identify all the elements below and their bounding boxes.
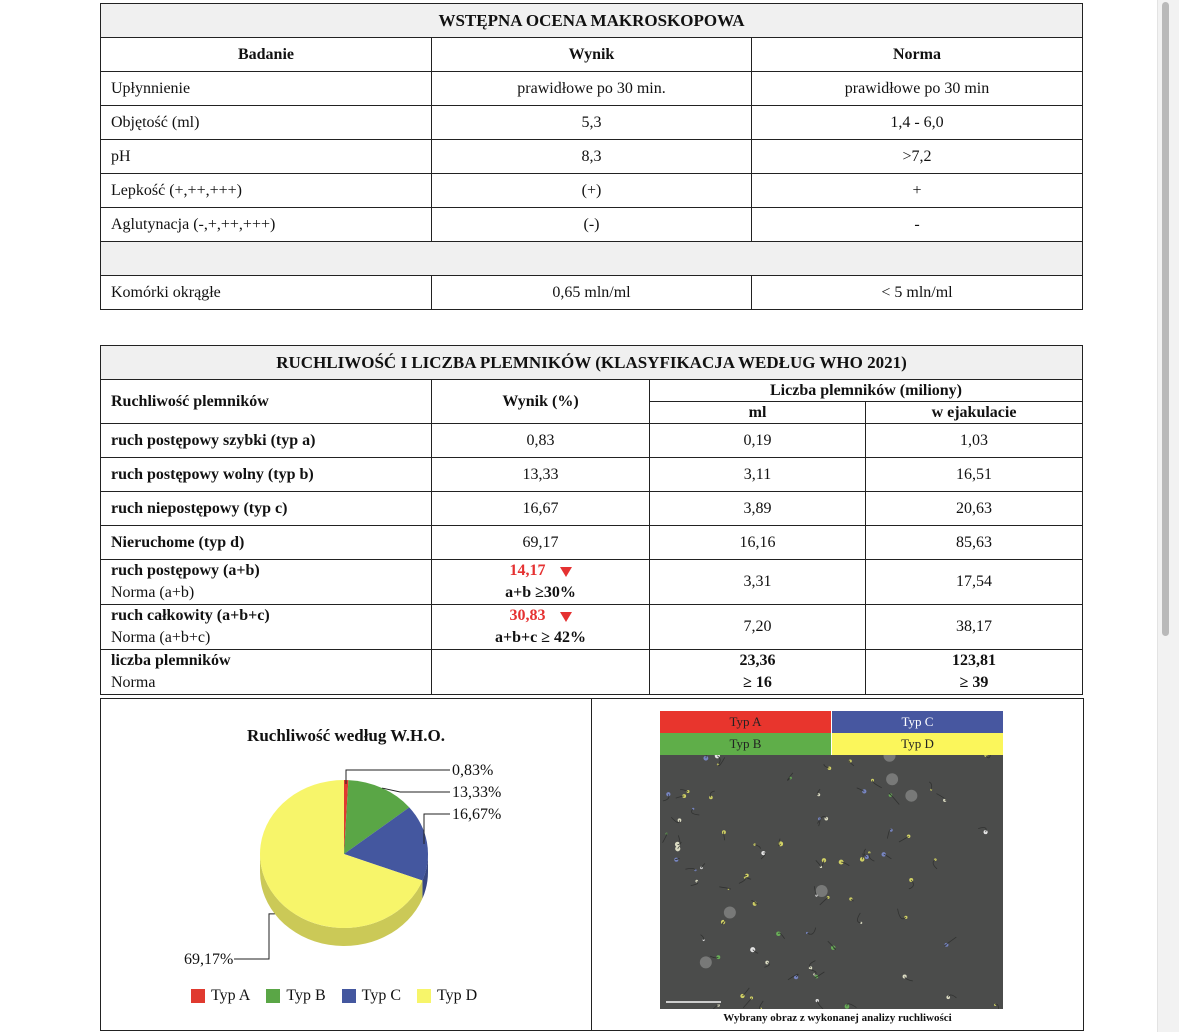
row-label: ruch postępowy szybki (typ a) — [101, 424, 432, 458]
row-ejac: 16,51 — [866, 458, 1083, 492]
sperm-cell — [709, 796, 713, 800]
image-caption: Wybrany obraz z wykonanej analizy ruchliwości — [723, 1012, 952, 1024]
data-label: 0,83% — [452, 762, 494, 779]
sperm-tail — [857, 913, 861, 923]
legend-item-typ-c — [342, 987, 401, 1005]
table-row — [101, 492, 1083, 526]
leader-line — [382, 788, 450, 792]
total-norm: a+b+c ≥ 42% — [494, 629, 586, 646]
row-norm: + — [752, 174, 1083, 208]
count-label: liczba plemników — [111, 652, 231, 670]
table-row — [101, 174, 1083, 208]
row-result: (-) — [432, 208, 752, 242]
blank-row — [101, 242, 1083, 276]
row-label: Objętość (ml) — [101, 106, 432, 140]
row-pct: 69,17 — [432, 526, 650, 560]
sperm-cell — [828, 766, 832, 770]
legend-label: Typ C — [361, 987, 401, 1004]
progressive-label: ruch postępowy (a+b) — [111, 562, 260, 580]
progressive-ejac: 17,54 — [866, 560, 1083, 605]
row-norm: prawidłowe po 30 min — [752, 72, 1083, 106]
legend-label: Typ B — [286, 987, 326, 1004]
row-result: 8,3 — [432, 140, 752, 174]
sperm-tracks-image — [660, 755, 1003, 1009]
total-ejac: 38,17 — [866, 605, 1083, 650]
legend-swatch — [342, 989, 356, 1003]
sperm-tail — [743, 998, 751, 1008]
row-label: pH — [101, 140, 432, 174]
sperm-cell — [862, 789, 866, 793]
sperm-tail — [755, 845, 761, 849]
table-row-total — [101, 605, 1083, 650]
table-row — [101, 72, 1083, 106]
sperm-tail — [884, 854, 892, 859]
row-ejac: 1,03 — [866, 424, 1083, 458]
progressive-norm: a+b ≥30% — [505, 584, 576, 601]
sperm-tail — [933, 860, 937, 869]
document-scrollbar[interactable] — [1157, 0, 1179, 1032]
total-pct: 30,83 — [509, 607, 546, 625]
sperm-tail — [929, 782, 931, 790]
row-norm: < 5 mln/ml — [752, 276, 1083, 310]
microscope-image-panel — [591, 698, 1084, 1031]
row-label: Lepkość (+,++,+++) — [101, 174, 432, 208]
progressive-norm-label: Norma (a+b) — [111, 584, 195, 601]
chart-legend — [191, 987, 477, 1005]
row-label: Upłynnienie — [101, 72, 432, 106]
motility-title: RUCHLIWOŚĆ I LICZBA PLEMNIKÓW (KLASYFIKACJA WEDŁUG WHO 2021) — [101, 346, 1083, 380]
table-row — [101, 458, 1083, 492]
macro-title: WSTĘPNA OCENA MAKROSKOPOWA — [101, 4, 1083, 38]
macroscopic-table — [100, 3, 1083, 310]
bright-cell-glow — [700, 956, 712, 968]
data-label: 69,17% — [184, 951, 234, 968]
row-pct: 13,33 — [432, 458, 650, 492]
bright-cell-glow — [886, 773, 898, 785]
count-ml-norm: ≥ 16 — [743, 674, 772, 691]
row-result: (+) — [432, 174, 752, 208]
microscope-image — [660, 755, 1003, 1009]
row-ml: 3,11 — [650, 458, 866, 492]
motility-table — [100, 345, 1083, 695]
header-count: Liczba plemników (miliony) — [650, 380, 1083, 402]
count-ml: 23,36 — [739, 652, 776, 670]
legend-swatch — [417, 989, 431, 1003]
sperm-tail — [719, 887, 730, 889]
sperm-tail — [899, 836, 909, 842]
sperm-cell — [716, 955, 720, 959]
bright-cell-glow — [905, 790, 917, 802]
count-norm-label: Norma — [111, 674, 156, 691]
sperm-tail — [820, 897, 828, 905]
sperm-tail — [869, 853, 874, 861]
legend-item-typ-b — [266, 987, 325, 1005]
legend-swatch — [266, 989, 280, 1003]
sperm-tail — [701, 863, 705, 867]
row-result: 5,3 — [432, 106, 752, 140]
table-row-count — [101, 650, 1083, 695]
sperm-tail — [995, 1004, 998, 1009]
scrollbar-thumb[interactable] — [1162, 2, 1169, 636]
pie-chart — [101, 699, 591, 979]
bright-cell-glow — [884, 755, 896, 762]
sperm-tail — [872, 780, 881, 787]
header-badanie: Badanie — [101, 38, 432, 72]
sperm-tail — [710, 791, 714, 797]
table-row — [101, 526, 1083, 560]
total-label: ruch całkowity (a+b+c) — [111, 607, 270, 625]
sperm-tail — [807, 928, 816, 935]
data-label: 16,67% — [452, 806, 502, 823]
row-ml: 16,16 — [650, 526, 866, 560]
image-type-legend — [660, 711, 1003, 755]
sperm-tail — [712, 1005, 719, 1009]
pie-chart-panel — [100, 698, 592, 1031]
progressive-pct: 14,17 — [509, 562, 546, 580]
row-result: prawidłowe po 30 min. — [432, 72, 752, 106]
header-result: Wynik (%) — [432, 380, 650, 424]
sperm-tail — [663, 833, 667, 842]
row-label: ruch niepostępowy (typ c) — [101, 492, 432, 526]
table-row — [101, 424, 1083, 458]
below-norm-arrow-icon — [560, 612, 572, 622]
sperm-cell — [674, 858, 678, 862]
image-legend-typ-a: Typ A — [660, 711, 831, 733]
image-legend-typ-b: Typ B — [660, 733, 831, 755]
row-ejac: 20,63 — [866, 492, 1083, 526]
table-row-progressive — [101, 560, 1083, 605]
legend-label: Typ A — [211, 987, 251, 1004]
row-pct: 16,67 — [432, 492, 650, 526]
header-ejaculate: w ejakulacie — [866, 402, 1083, 424]
legend-item-typ-a — [191, 987, 250, 1005]
table-row — [101, 140, 1083, 174]
table-row — [101, 276, 1083, 310]
row-norm: >7,2 — [752, 140, 1083, 174]
legend-swatch — [191, 989, 205, 1003]
count-ejac-norm: ≥ 39 — [959, 674, 989, 691]
header-wynik: Wynik — [432, 38, 752, 72]
image-legend-typ-d: Typ D — [832, 733, 1003, 755]
sperm-tail — [691, 809, 699, 815]
row-label: Aglutynacja (-,+,++,+++) — [101, 208, 432, 242]
sperm-tail — [809, 969, 816, 974]
bright-cell-glow — [724, 907, 736, 919]
leader-line — [234, 914, 275, 959]
row-label: Komórki okrągłe — [101, 276, 432, 310]
table-row — [101, 208, 1083, 242]
row-result: 0,65 mln/ml — [432, 276, 752, 310]
sperm-tail — [742, 988, 749, 996]
sperm-tail — [816, 860, 821, 867]
header-norma: Norma — [752, 38, 1083, 72]
row-pct: 0,83 — [432, 424, 650, 458]
row-norm: - — [752, 208, 1083, 242]
scale-bar — [666, 1001, 721, 1003]
sperm-tail — [889, 793, 899, 804]
header-ml: ml — [650, 402, 866, 424]
row-norm: 1,4 - 6,0 — [752, 106, 1083, 140]
row-ml: 0,19 — [650, 424, 866, 458]
below-norm-arrow-icon — [560, 567, 572, 577]
row-ml: 3,89 — [650, 492, 866, 526]
header-motility: Ruchliwość plemników — [101, 380, 432, 424]
sperm-tail — [685, 868, 695, 870]
row-label: Nieruchome (typ d) — [101, 526, 432, 560]
legend-item-typ-d — [417, 987, 477, 1005]
image-legend-typ-c: Typ C — [832, 711, 1003, 733]
sperm-tail — [945, 937, 957, 946]
row-label: ruch postępowy wolny (typ b) — [101, 458, 432, 492]
sperm-tail — [824, 764, 829, 768]
table-row — [101, 106, 1083, 140]
sperm-tail — [760, 1001, 764, 1009]
total-norm-label: Norma (a+b+c) — [111, 629, 211, 646]
total-ml: 7,20 — [650, 605, 866, 650]
leader-line — [424, 814, 450, 844]
chart-title: Ruchliwość według W.H.O. — [247, 726, 445, 745]
data-label: 13,33% — [452, 784, 502, 801]
count-ejac: 123,81 — [952, 652, 996, 670]
bright-cell-glow — [816, 885, 828, 897]
progressive-ml: 3,31 — [650, 560, 866, 605]
row-ejac: 85,63 — [866, 526, 1083, 560]
legend-label: Typ D — [436, 987, 478, 1004]
